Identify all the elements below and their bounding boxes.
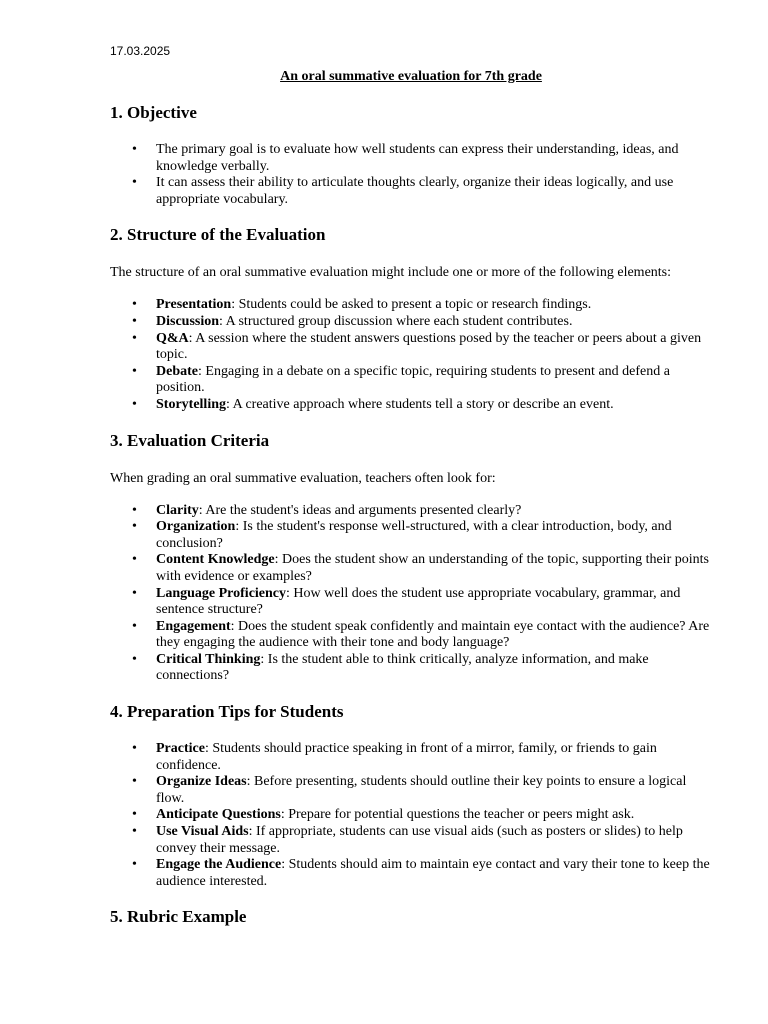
list-item — [156, 175, 712, 208]
list-item-text: : Students should aim to maintain eye contact and vary their tone to keep the audience interested. — [156, 857, 710, 889]
list-item-term: Use Visual Aids — [156, 824, 249, 840]
list-item-text: : Does the student speak confidently and maintain eye contact with the audience? Are they engaging the audience with their tone and body language? — [156, 618, 710, 651]
list-item — [156, 503, 712, 520]
list-item — [156, 857, 712, 890]
list-item-term: Organize Ideas — [156, 774, 247, 790]
list-item-term: Presentation — [156, 297, 232, 313]
list-item-text: : A session where the student answers questions posed by the teacher or peers about a given topic. — [156, 330, 702, 363]
section-heading: 3. Evaluation Criteria — [110, 430, 270, 450]
list-item — [156, 586, 712, 619]
list-item-text: : A structured group discussion where each student contributes. — [219, 313, 573, 329]
section-heading: 5. Rubric Example — [110, 907, 247, 927]
list-item — [156, 364, 712, 397]
list-item-term: Q&A — [156, 330, 189, 346]
list-item-text: : Is the student's response well-structured, with a clear introduction, body, and conclusion? — [156, 519, 672, 551]
list-item-text: : Does the student show an understanding of the topic, supporting their points with evidence or examples? — [156, 552, 709, 584]
list-item-term: Engage the Audience — [156, 857, 282, 873]
list-item-term: Practice — [156, 741, 205, 757]
list-item — [156, 519, 712, 552]
list-item — [156, 652, 712, 685]
list-item-text: : Is the student able to think critically, analyze information, and make connections? — [156, 651, 649, 684]
section-heading: 2. Structure of the Evaluation — [110, 225, 326, 245]
list-item-text: : If appropriate, students can use visual aids (such as posters or slides) to help convey their message. — [156, 824, 683, 856]
bullet-list — [110, 741, 712, 890]
list-item — [156, 619, 712, 652]
list-item — [156, 331, 712, 364]
list-item-text: : Students should practice speaking in front of a mirror, family, or friends to gain confidence. — [156, 741, 657, 773]
section-1 — [110, 102, 712, 208]
bullet-list — [110, 297, 712, 413]
list-item — [156, 314, 712, 331]
section-5 — [110, 906, 712, 928]
list-item-text: It can assess their ability to articulate thoughts clearly, organize their ideas logically, and use appropriate vocabulary. — [156, 175, 674, 207]
section-3 — [110, 430, 712, 686]
list-item-term: Language Proficiency — [156, 585, 287, 601]
list-item-term: Organization — [156, 519, 236, 535]
list-item — [156, 142, 712, 175]
section-heading: 4. Preparation Tips for Students — [110, 702, 344, 722]
list-item — [156, 552, 712, 585]
list-item — [156, 741, 712, 774]
section-4 — [110, 701, 712, 890]
list-item-term: Engagement — [156, 618, 231, 634]
document-title: An oral summative evaluation for 7th grade — [280, 69, 542, 84]
section-heading: 1. Objective — [110, 103, 197, 122]
list-item-term: Anticipate Questions — [156, 807, 281, 823]
list-item — [156, 774, 712, 807]
list-item-text: : Prepare for potential questions the teacher or peers might ask. — [280, 807, 635, 823]
list-item-term: Discussion — [156, 313, 220, 329]
list-item-text: : Before presenting, students should outline their key points to ensure a logical flow. — [156, 774, 687, 806]
list-item-text: The primary goal is to evaluate how well students can express their understanding, ideas, and knowledge verbally. — [156, 142, 679, 174]
list-item-text: : A creative approach where students tell a story or describe an event. — [226, 396, 614, 412]
section-2 — [110, 224, 712, 413]
section-intro: When grading an oral summative evaluation, teachers often look for: — [110, 470, 496, 486]
list-item — [156, 297, 712, 314]
section-intro: The structure of an oral summative evaluation might include one or more of the following elements: — [110, 265, 672, 281]
list-item-term: Debate — [156, 363, 198, 379]
list-item-term: Clarity — [156, 502, 199, 518]
list-item-term: Content Knowledge — [156, 552, 275, 568]
bullet-list — [110, 142, 712, 208]
list-item-term: Storytelling — [156, 396, 226, 412]
list-item-term: Critical Thinking — [156, 651, 261, 667]
list-item — [156, 397, 712, 414]
list-item-text: : How well does the student use appropriate vocabulary, grammar, and sentence structure? — [156, 585, 681, 618]
bullet-list — [110, 503, 712, 686]
list-item-text: : Engaging in a debate on a specific topic, requiring students to present and defend a position. — [156, 363, 670, 396]
list-item — [156, 824, 712, 857]
list-item-text: : Students could be asked to present a topic or research findings. — [231, 297, 592, 313]
document-body — [110, 102, 712, 946]
list-item — [156, 807, 712, 824]
list-item-text: : Are the student's ideas and arguments presented clearly? — [198, 502, 522, 518]
document-date: 17.03.2025 — [110, 44, 171, 58]
